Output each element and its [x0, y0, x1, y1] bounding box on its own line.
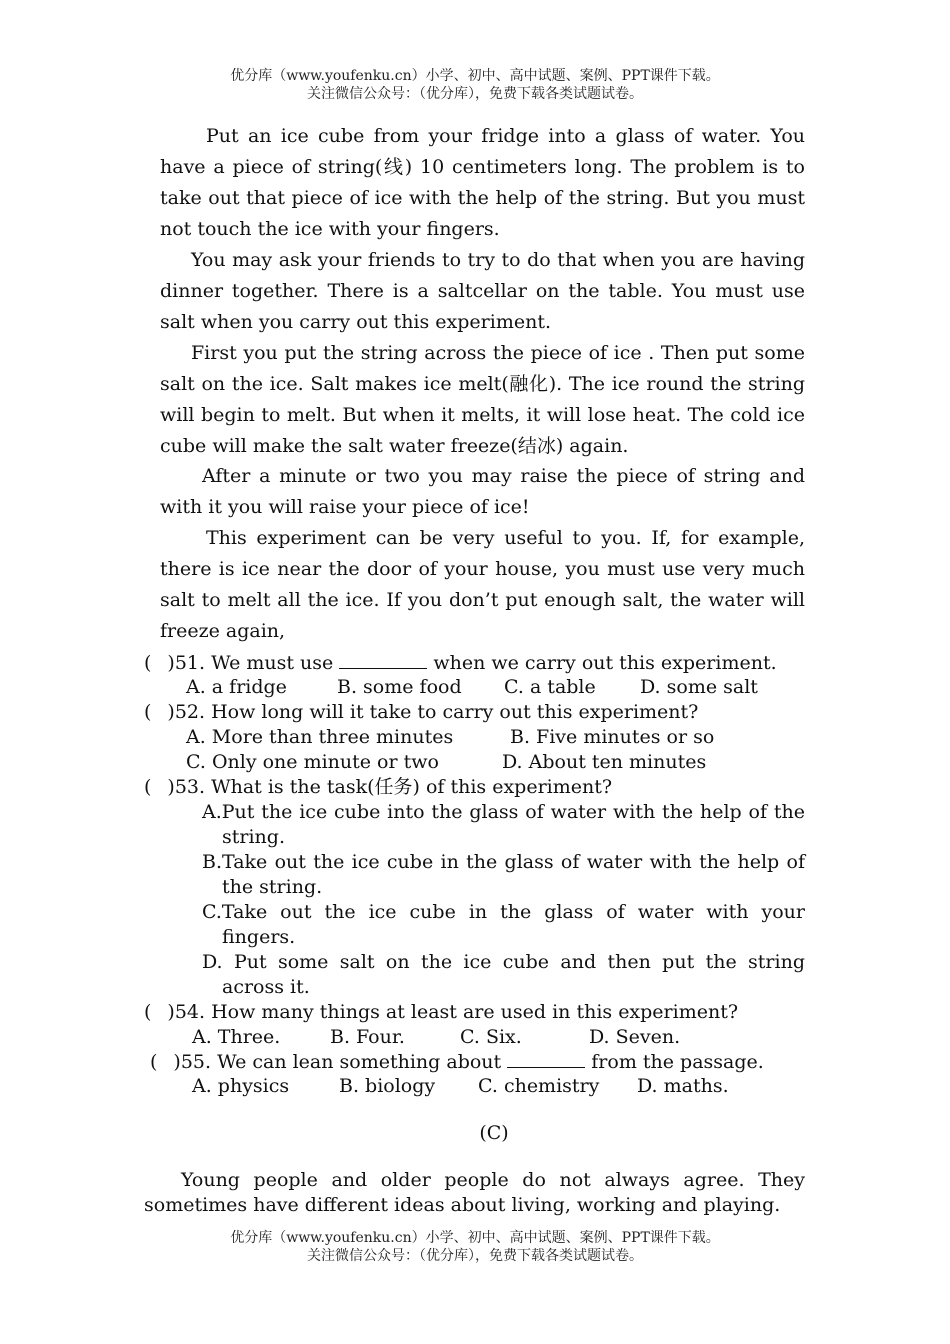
header-line-2: 关注微信公众号：（优分库），免费下载各类试题试卷。	[307, 86, 643, 102]
answer-bracket: (	[144, 701, 152, 723]
question-51-stem-end: when we carry out this experiment.	[433, 652, 777, 674]
passage-paragraph-2: You may ask your friends to try to do that when you are having dinner together. There is a saltcellar on the table. You must use salt when you carry out this experiment.	[160, 249, 805, 333]
option-55-a: A. physics	[192, 1075, 290, 1097]
question-53	[144, 775, 612, 800]
option-53-d-cont: across it.	[222, 976, 310, 998]
question-55	[150, 1049, 764, 1075]
passage-paragraph-1: Put an ice cube from your fridge into a glass of water. You have a piece of string(线) 10 centimeters long. The problem is to take out that piece of ice with the help of the string. But you must not touch the ice with your fingers.	[160, 125, 805, 240]
option-52-a: A. More than three minutes	[186, 726, 454, 748]
option-54-b: B. Four.	[330, 1026, 405, 1048]
question-53-stem: )53. What is the task(任务) of this experiment?	[167, 776, 613, 798]
question-51	[144, 650, 777, 676]
option-53-b: B.Take out the ice cube in the glass of water with the help of	[202, 851, 805, 873]
page-footer	[0, 1229, 950, 1265]
option-55-c: C. chemistry	[478, 1075, 600, 1097]
answer-blank	[507, 1049, 585, 1068]
question-54-stem: )54. How many things at least are used in this experiment?	[167, 1001, 739, 1023]
answer-blank	[339, 650, 427, 669]
answer-bracket: (	[144, 776, 152, 798]
option-52-b: B. Five minutes or so	[510, 726, 715, 748]
option-52-d: D. About ten minutes	[502, 751, 707, 773]
answer-bracket: (	[144, 652, 152, 674]
option-54-d: D. Seven.	[589, 1026, 681, 1048]
footer-line-1: 优分库（www.youfenku.cn）小学、初中、高中试题、案例、PPT课件下载。	[230, 1230, 720, 1246]
footer-line-2: 关注微信公众号：（优分库），免费下载各类试题试卷。	[307, 1248, 643, 1264]
question-52-stem: )52. How long will it take to carry out this experiment?	[167, 701, 699, 723]
option-51-b: B. some food	[337, 676, 462, 698]
option-55-d: D. maths.	[637, 1075, 729, 1097]
section-c-label: (C)	[479, 1122, 509, 1144]
option-53-c: C.Take out the ice cube in the glass of water with your	[202, 901, 805, 923]
question-55-stem: )55. We can lean something about	[173, 1051, 502, 1073]
answer-bracket: (	[150, 1051, 158, 1073]
section-c-intro: Young people and older people do not always agree. They sometimes have different ideas about living, working and playing.	[144, 1169, 805, 1216]
option-54-c: C. Six.	[460, 1026, 522, 1048]
option-55-b: B. biology	[339, 1075, 436, 1097]
question-54	[144, 1000, 738, 1025]
option-53-a-cont: string.	[222, 826, 285, 848]
answer-bracket: (	[144, 1001, 152, 1023]
option-54-a: A. Three.	[192, 1026, 281, 1048]
option-53-a: A.Put the ice cube into the glass of water with the help of the	[202, 801, 805, 823]
question-52	[144, 700, 698, 725]
passage-paragraph-5: This experiment can be very useful to you. If, for example, there is ice near the door of your house, you must use very much salt to melt all the ice. If you don’t put enough salt, the water will freeze again,	[160, 527, 805, 642]
option-53-d: D. Put some salt on the ice cube and then put the string	[202, 951, 805, 973]
question-51-stem: )51. We must use	[167, 652, 334, 674]
passage-paragraph-4: After a minute or two you may raise the piece of string and with it you will raise your piece of ice!	[160, 465, 805, 518]
page-header	[0, 67, 950, 103]
passage-paragraph-3: First you put the string across the piece of ice . Then put some salt on the ice. Salt makes ice melt(融化). The ice round the string will begin to melt. But when it melts, it will lose heat. The cold ice cube will make the salt water freeze(结冰) again.	[160, 342, 805, 457]
header-line-1: 优分库（www.youfenku.cn）小学、初中、高中试题、案例、PPT课件下载。	[230, 68, 720, 84]
option-53-c-cont: fingers.	[222, 926, 296, 948]
option-52-c: C. Only one minute or two	[186, 751, 439, 773]
option-53-b-cont: the string.	[222, 876, 323, 898]
question-55-stem-end: from the passage.	[591, 1051, 764, 1073]
option-51-c: C. a table	[504, 676, 596, 698]
option-51-d: D. some salt	[640, 676, 758, 698]
option-51-a: A. a fridge	[186, 676, 287, 698]
